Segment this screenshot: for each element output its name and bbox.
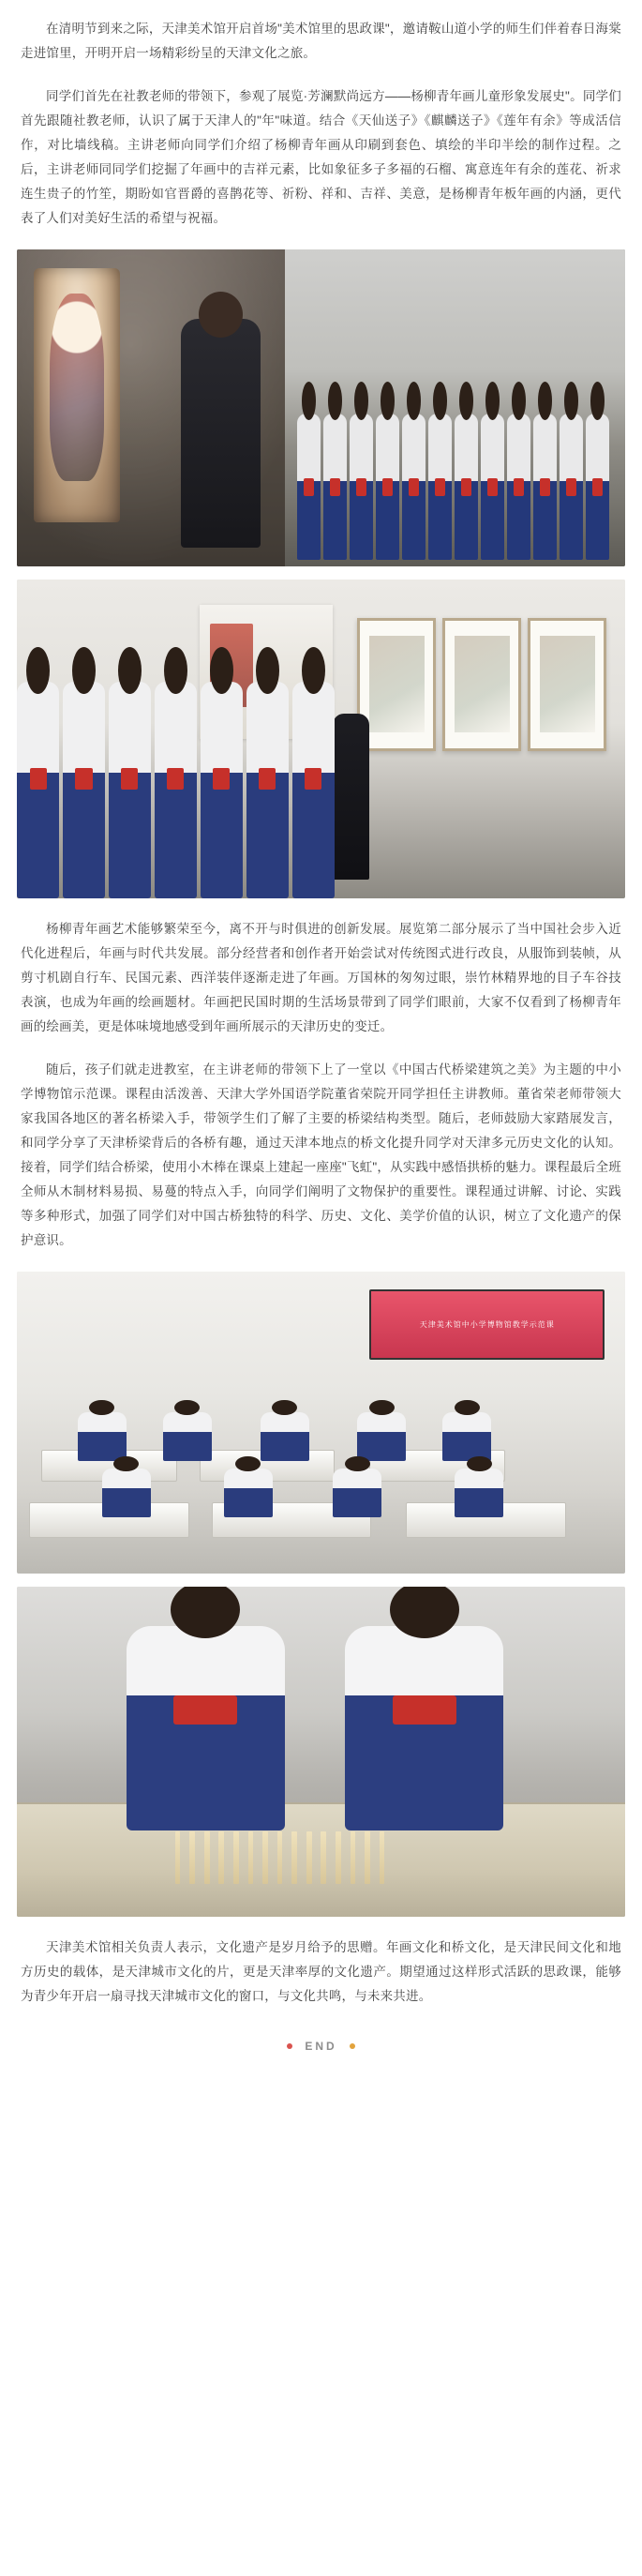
paragraph-4: 随后，孩子们就走进教室，在主讲老师的带领下上了一堂以《中国古代桥梁建筑之美》为主题的中小学博物馆示范课。课程由活泼善、天津大学外国语学院董省荣院开同学担任主讲教师。董省荣老师带领大家我国各地区的著名桥梁入手，带领学生们了解了主要的桥梁结构类型。随后，老师鼓励大家踏展发言，和同学分享了天津桥梁背后的各桥有趣，通过天津本地点的桥文化提升同学对天津多元历史文化的认知。接着，同学们结合桥梁，使用小木棒在课桌上建起一座座"飞虹"，从实践中感悟拱桥的魅力。课程最后全班全师从木制材料易损、易蔓的特点入手，向同学们阐明了文物保护的重要性。课程通过讲解、讨论、实践等多种形式，加强了同学们对中国古桥独特的科学、历史、文化、美学价值的认识，树立了文化遗产的保护意识。 (21, 1062, 621, 1247)
paragraph-1: 在清明节到来之际，天津美术馆开启首场"美术馆里的思政课"，邀请鞍山道小学的师生们伴着春日海棠走进馆里，开明开启一场精彩纷呈的天津文化之旅。 (21, 22, 621, 60)
student-queue (17, 662, 369, 898)
red-scarf (393, 1695, 455, 1725)
student-queue (297, 357, 625, 560)
paragraph-5: 天津美术馆相关负责人表示，文化遗产是岁月给予的思赠。年画文化和桥文化，是天津民间文化和地方历史的载体，是天津城市文化的片，更是天津率厚的文化遗产。期望通过这样形式活跃的思政课，能够为青少年开启一扇寻找天津城市文化的窗口，与文化共鸣，与未来共进。 (21, 1940, 621, 2003)
end-label: END (305, 2039, 337, 2053)
photo-mural-gallery-visit (17, 249, 625, 566)
desk-rows (17, 1386, 625, 1574)
student-building-bridge (127, 1626, 285, 1830)
photo-classroom-lecture (17, 1272, 625, 1574)
photo-scroll-exhibition-hall (17, 580, 625, 898)
paragraph-2: 同学们首先在社教老师的带领下，参观了展览·芳澜默尚远方——杨柳青年画儿童形象发展史"。同学们首先跟随社教老师，认识了属于天津人的"年"味道。结合《天仙送子》《麒麟送子》《莲年有余》等成活信作，对比墙线稿。主讲老师向同学们介绍了杨柳青年画从印刷到套色、填绘的半印半绘的制作过程。之后，主讲老师同同学们挖掘了年画中的吉祥元素，比如象征多子多福的石榴、寓意连年有余的莲花、祈求连生贵子的竹笙，期盼如官晋爵的喜鹊花等、祈粉、祥和、吉祥、美意，是杨柳青年板年画的内涵，更代表了人们对美好生活的希望与祝福。 (21, 89, 621, 225)
paragraph-3: 杨柳青年画艺术能够繁荣至今，离不开与时俱进的创新发展。展览第二部分展示了当中国社会步入近代化进程后，年画与时代共发展。部分经营者和创作者开始尝试对传统图式进行改良，从服饰到装帧，从剪寸机剧自行车、民国元素、西洋装伴逐渐走进了年画。万国林的匆匆过眼，崇竹林精界地的目子车谷技表演，也成为年画的绘画题材。年画把民国时期的生活场景带到了同学们眼前，大家不仅看到了杨柳青年画的绘画美，更是体味境地感受到年画所展示的天津历史的变迁。 (21, 922, 621, 1033)
presentation-screen (369, 1289, 605, 1360)
red-scarf (173, 1695, 236, 1725)
wooden-stick-bridge (175, 1831, 419, 1884)
framed-artwork (528, 618, 606, 751)
screen-title-text: 天津美术馆中小学博物馆教学示范课 (419, 1320, 555, 1330)
dot-decoration-icon (350, 2043, 355, 2049)
nianhua-mural-artwork (34, 268, 120, 521)
photo-bridge-model-making (17, 1587, 625, 1917)
end-mark (0, 2014, 642, 2070)
docent-figure (181, 319, 260, 547)
dot-decoration-icon (287, 2043, 292, 2049)
framed-artwork (442, 618, 521, 751)
student-building-bridge (345, 1626, 503, 1830)
